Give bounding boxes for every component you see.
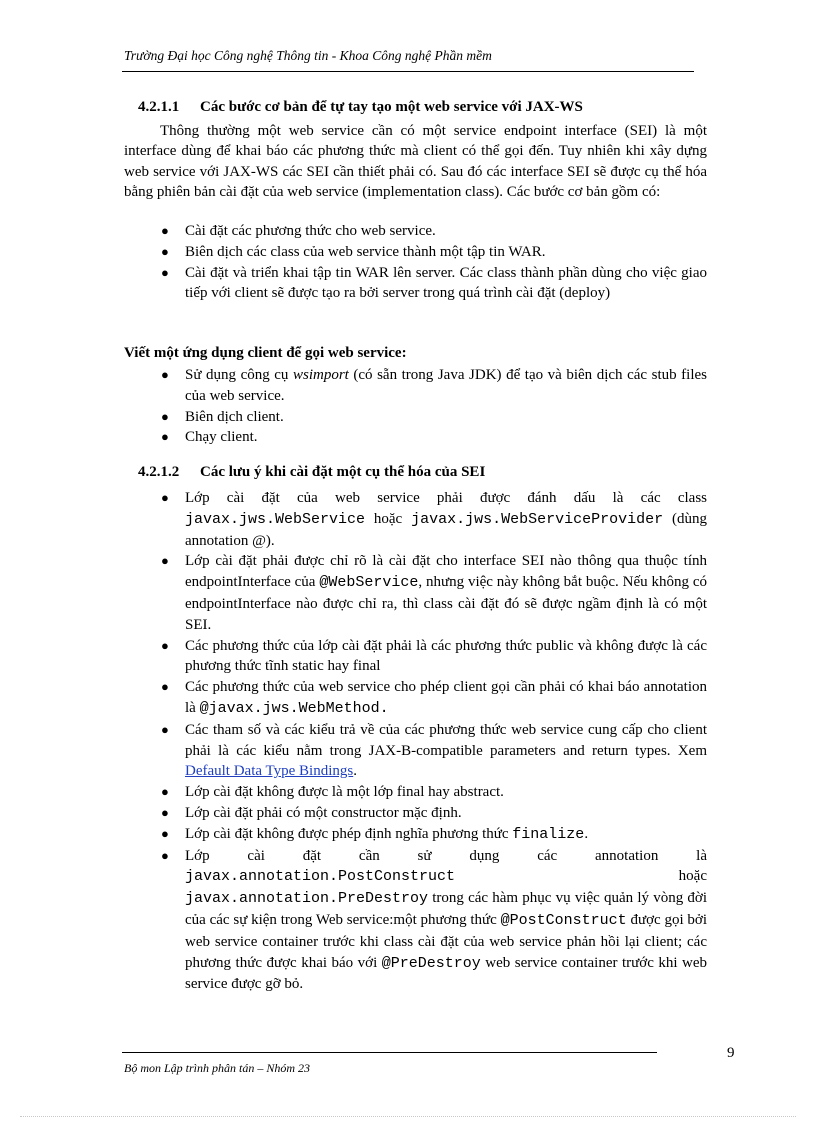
- bullet-icon: ●: [161, 553, 169, 569]
- page-header: Trường Đại học Công nghệ Thông tin - Khoa Công nghệ Phần mềm: [124, 48, 492, 63]
- footer-rule: [122, 1052, 657, 1053]
- bullet-icon: ●: [161, 721, 169, 737]
- list-item: ● Cài đặt và triển khai tập tin WAR lên server. Các class thành phần dùng cho việc giao tiếp với client sẽ được tạo ra bởi server trong quá trình cài đặt (deploy): [161, 264, 707, 302]
- list-item: ● Lớp cài đặt không được là một lớp final hay abstract.: [159, 782, 707, 803]
- code-webserviceprovider: javax.jws.WebServiceProvider: [411, 510, 664, 528]
- bullet-icon: ●: [161, 637, 169, 653]
- steps-list: [159, 221, 707, 304]
- bullet-icon: ●: [161, 223, 169, 238]
- list-item: ● Lớp cài đặt của web service phải được đánh dấu là các class javax.jws.WebService hoặc javax.jws.WebServiceProvider (dùng annotation @).: [161, 490, 707, 549]
- wsimport-tool: wsimport: [292, 367, 349, 383]
- code-predestroy: javax.annotation.PreDestroy: [185, 890, 429, 908]
- bullet-icon: ●: [161, 490, 169, 505]
- bullet-icon: ●: [161, 429, 169, 445]
- list-item: ● Các tham số và các kiểu trả về của các phương thức web service cung cấp cho client phải là các kiểu nằm trong JAX-B-compatible parameters and return types. Xem Default Data Type Bindings.: [161, 721, 707, 780]
- list-item: ● Cài đặt các phương thức cho web service.: [159, 221, 707, 242]
- bullet-icon: ●: [161, 367, 169, 382]
- page-bottom-border: [20, 1116, 796, 1117]
- list-item: ● Chạy client.: [159, 427, 707, 448]
- sei-notes-list: [159, 488, 707, 995]
- bullet-icon: ●: [161, 243, 169, 259]
- list-item: ● Lớp cài đặt phải được chỉ rõ là cài đặt cho interface SEI nào thông qua thuộc tính endpointInterface của @WebService, nhưng việc này không bắt buộc. Nếu không có endpointInterface nào được chỉ ra, thì class cài đặt đó sẽ được ngầm định là có một SEI.: [161, 553, 708, 633]
- section-heading-4-2-1-2: [138, 464, 485, 481]
- list-item: ● Lớp cài đặt phải có một constructor mặc định.: [159, 803, 707, 824]
- code-webservice-annotation: @WebService: [319, 574, 419, 592]
- code-predestroy-annotation: @PreDestroy: [381, 954, 481, 972]
- header-rule: [122, 71, 694, 72]
- client-steps-list: [159, 365, 707, 448]
- section-number: 4.2.1.1: [138, 99, 180, 115]
- list-item: ● Biên dịch client.: [159, 407, 707, 428]
- list-item: ● Lớp cài đặt không được phép định nghĩa phương thức finalize.: [161, 825, 589, 843]
- bullet-icon: ●: [161, 408, 169, 424]
- section-title: Các lưu ý khi cài đặt một cụ thể hóa của SEI: [200, 464, 486, 480]
- page-footer: Bộ mon Lập trình phân tán – Nhóm 23: [124, 1061, 311, 1075]
- list-item: ● Các phương thức của lớp cài đặt phải là các phương thức public và không được là các phương thức tĩnh static hay final: [161, 637, 707, 675]
- bullet-icon: ●: [161, 679, 169, 695]
- bullet-icon: ●: [161, 264, 169, 280]
- page-number: 9: [727, 1045, 735, 1061]
- bullet-icon: ●: [161, 784, 169, 800]
- list-item: ● Biên dịch các class của web service thành một tập tin WAR.: [159, 242, 707, 263]
- client-heading: Viết một ứng dụng client để gọi web service:: [124, 345, 407, 361]
- list-item: ● Sử dụng công cụ wsimport (có sẵn trong Java JDK) để tạo và biên dịch các stub files của web service.: [161, 367, 707, 404]
- bullet-icon: ●: [161, 804, 169, 820]
- code-postconstruct-annotation: @PostConstruct: [500, 911, 627, 929]
- section-number: 4.2.1.2: [138, 464, 180, 480]
- bullet-icon: ●: [161, 847, 169, 863]
- list-item: ● Lớp cài đặt cần sử dụng các annotation là javax.annotation.PostConstruct hoặc javax.annotation.PreDestroy trong các hàm phục vụ việc quản lý vòng đời của các sự kiện trong Web service:một phương thức @PostConstruct được gọi bởi web service container trước khi class cài đặt của web service phản hồi lại client; các phương thức được khai báo với @PreDestroy web service container trước khi web service được gỡ bỏ.: [161, 847, 707, 993]
- section-title: Các bước cơ bản để tự tay tạo một web service với JAX-WS: [200, 99, 583, 115]
- default-data-type-bindings-link[interactable]: Default Data Type Bindings: [185, 763, 354, 780]
- code-finalize: finalize: [512, 825, 585, 843]
- code-webservice: javax.jws.WebService: [185, 510, 366, 528]
- bullet-icon: ●: [161, 825, 169, 841]
- list-item: ● Các phương thức của web service cho phép client gọi cần phải có khai báo annotation là @javax.jws.WebMethod.: [161, 679, 707, 717]
- code-webmethod: @javax.jws.WebMethod.: [199, 699, 389, 717]
- intro-paragraph: Thông thường một web service cần có một service endpoint interface (SEI) là một interface dùng để khai báo các phương thức mà client có thể gọi đến. Tuy nhiên khi xây dựng web service với JAX-WS các SEI cần thiết phải có. Sau đó các interface SEI sẽ được cụ thể hóa bằng phiên bản cài đặt của web service (implementation class). Các bước cơ bản gồm có:: [124, 123, 707, 200]
- code-postconstruct: javax.annotation.PostConstruct: [185, 868, 456, 886]
- section-heading-4-2-1-1: [138, 99, 583, 116]
